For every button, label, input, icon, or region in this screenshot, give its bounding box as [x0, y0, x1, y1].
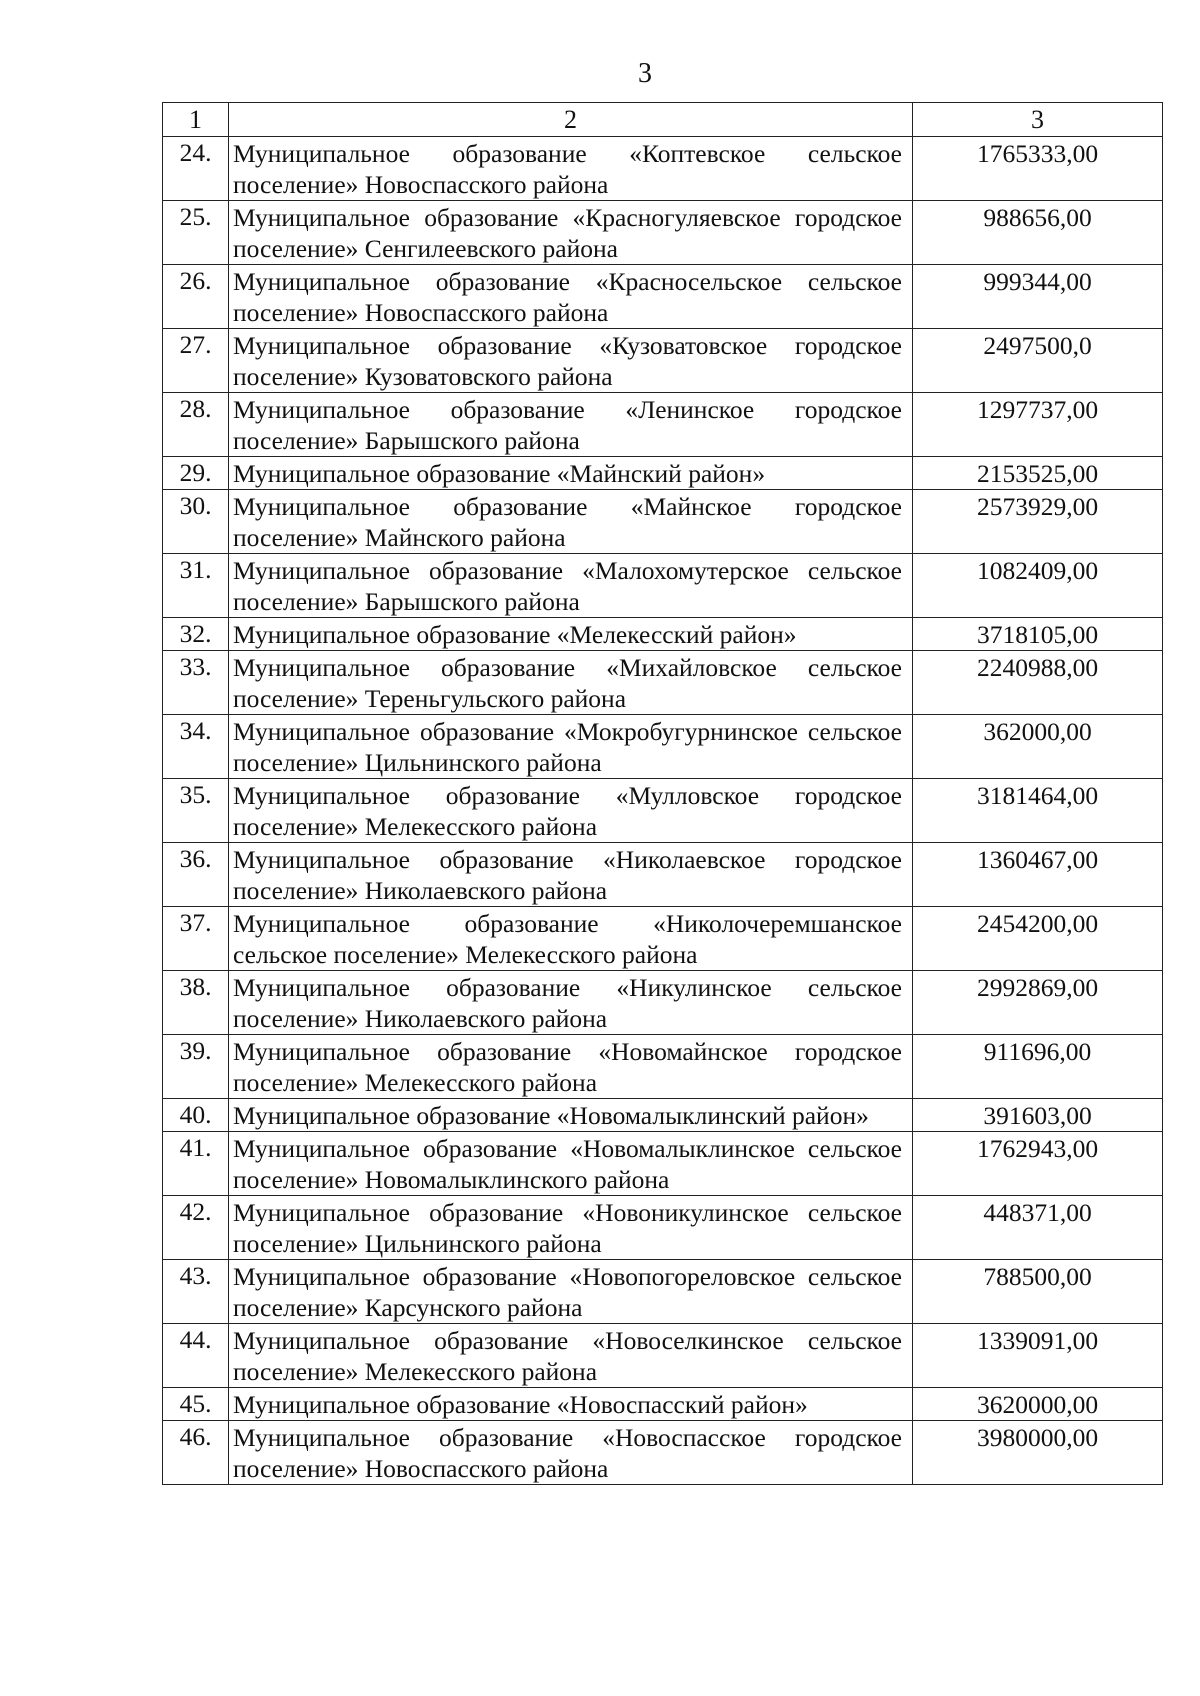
- row-number: 44.: [163, 1324, 229, 1388]
- municipality-name: Муниципальное образование «Новоспасское городское поселение» Новоспасского района: [229, 1421, 913, 1485]
- row-number: 24.: [163, 137, 229, 201]
- table-row: [163, 265, 1163, 329]
- row-number: 43.: [163, 1260, 229, 1324]
- column-header-name: 2: [229, 103, 913, 137]
- column-header-amount: 3: [913, 103, 1163, 137]
- amount: 2573929,00: [913, 490, 1163, 554]
- amount: 3980000,00: [913, 1421, 1163, 1485]
- amount: 2153525,00: [913, 457, 1163, 490]
- row-number: 36.: [163, 843, 229, 907]
- row-number: 30.: [163, 490, 229, 554]
- row-number: 39.: [163, 1035, 229, 1099]
- row-number: 40.: [163, 1099, 229, 1132]
- municipality-name: Муниципальное образование «Ленинское городское поселение» Барышского района: [229, 393, 913, 457]
- municipality-name: Муниципальное образование «Майнский район»: [229, 457, 913, 490]
- amount: 3620000,00: [913, 1388, 1163, 1421]
- row-number: 27.: [163, 329, 229, 393]
- table-row: [163, 1099, 1163, 1132]
- amount: 2240988,00: [913, 651, 1163, 715]
- table-row: [163, 1421, 1163, 1485]
- municipality-name: Муниципальное образование «Красносельское сельское поселение» Новоспасского района: [229, 265, 913, 329]
- column-header-number: 1: [163, 103, 229, 137]
- amount: 1765333,00: [913, 137, 1163, 201]
- amount: 1082409,00: [913, 554, 1163, 618]
- amount: 362000,00: [913, 715, 1163, 779]
- row-number: 35.: [163, 779, 229, 843]
- municipality-name: Муниципальное образование «Новомайнское городское поселение» Мелекесского района: [229, 1035, 913, 1099]
- row-number: 42.: [163, 1196, 229, 1260]
- amount: 911696,00: [913, 1035, 1163, 1099]
- row-number: 25.: [163, 201, 229, 265]
- table-row: [163, 201, 1163, 265]
- allocation-table: [162, 102, 1163, 1485]
- row-number: 46.: [163, 1421, 229, 1485]
- amount: 2454200,00: [913, 907, 1163, 971]
- table-row: [163, 554, 1163, 618]
- row-number: 38.: [163, 971, 229, 1035]
- row-number: 37.: [163, 907, 229, 971]
- municipality-name: Муниципальное образование «Мелекесский район»: [229, 618, 913, 651]
- table-row: [163, 490, 1163, 554]
- table-row: [163, 907, 1163, 971]
- table-row: [163, 329, 1163, 393]
- table-row: [163, 1388, 1163, 1421]
- municipality-name: Муниципальное образование «Новоникулинское сельское поселение» Цильнинского района: [229, 1196, 913, 1260]
- amount: 3718105,00: [913, 618, 1163, 651]
- row-number: 45.: [163, 1388, 229, 1421]
- municipality-name: Муниципальное образование «Кузоватовское городское поселение» Кузоватовского района: [229, 329, 913, 393]
- amount: 1339091,00: [913, 1324, 1163, 1388]
- municipality-name: Муниципальное образование «Мокробугурнинское сельское поселение» Цильнинского района: [229, 715, 913, 779]
- table-row: [163, 393, 1163, 457]
- amount: 391603,00: [913, 1099, 1163, 1132]
- table-row: [163, 1132, 1163, 1196]
- row-number: 32.: [163, 618, 229, 651]
- amount: 2992869,00: [913, 971, 1163, 1035]
- municipality-name: Муниципальное образование «Михайловское сельское поселение» Тереньгульского района: [229, 651, 913, 715]
- row-number: 41.: [163, 1132, 229, 1196]
- municipality-name: Муниципальное образование «Малохомутерское сельское поселение» Барышского района: [229, 554, 913, 618]
- row-number: 31.: [163, 554, 229, 618]
- amount: 988656,00: [913, 201, 1163, 265]
- amount: 448371,00: [913, 1196, 1163, 1260]
- amount: 788500,00: [913, 1260, 1163, 1324]
- table-row: [163, 1324, 1163, 1388]
- table-row: [163, 971, 1163, 1035]
- amount: 1297737,00: [913, 393, 1163, 457]
- page-number: 3: [638, 58, 652, 89]
- table-row: [163, 457, 1163, 490]
- amount: 1762943,00: [913, 1132, 1163, 1196]
- municipality-name: Муниципальное образование «Новоселкинское сельское поселение» Мелекесского района: [229, 1324, 913, 1388]
- municipality-name: Муниципальное образование «Никулинское сельское поселение» Николаевского района: [229, 971, 913, 1035]
- row-number: 29.: [163, 457, 229, 490]
- row-number: 28.: [163, 393, 229, 457]
- municipality-name: Муниципальное образование «Майнское городское поселение» Майнского района: [229, 490, 913, 554]
- header-row: [163, 103, 1163, 137]
- table-row: [163, 137, 1163, 201]
- row-number: 34.: [163, 715, 229, 779]
- table-header: [163, 103, 1163, 137]
- amount: 999344,00: [913, 265, 1163, 329]
- table-row: [163, 843, 1163, 907]
- table-row: [163, 618, 1163, 651]
- amount: 3181464,00: [913, 779, 1163, 843]
- municipality-name: Муниципальное образование «Новомалыклинское сельское поселение» Новомалыклинского района: [229, 1132, 913, 1196]
- municipality-name: Муниципальное образование «Новоспасский район»: [229, 1388, 913, 1421]
- municipality-name: Муниципальное образование «Новопогореловское сельское поселение» Карсунского района: [229, 1260, 913, 1324]
- table-row: [163, 779, 1163, 843]
- municipality-name: Муниципальное образование «Мулловское городское поселение» Мелекесского района: [229, 779, 913, 843]
- municipality-name: Муниципальное образование «Николаевское городское поселение» Николаевского района: [229, 843, 913, 907]
- amount: 1360467,00: [913, 843, 1163, 907]
- table-row: [163, 651, 1163, 715]
- municipality-name: Муниципальное образование «Николочеремшанское сельское поселение» Мелекесского района: [229, 907, 913, 971]
- table-row: [163, 1035, 1163, 1099]
- table-row: [163, 1260, 1163, 1324]
- row-number: 26.: [163, 265, 229, 329]
- municipality-name: Муниципальное образование «Красногуляевское городское поселение» Сенгилеевского района: [229, 201, 913, 265]
- municipality-name: Муниципальное образование «Новомалыклинский район»: [229, 1099, 913, 1132]
- municipality-name: Муниципальное образование «Коптевское сельское поселение» Новоспасского района: [229, 137, 913, 201]
- table-body: [163, 137, 1163, 1485]
- table-row: [163, 1196, 1163, 1260]
- row-number: 33.: [163, 651, 229, 715]
- amount: 2497500,0: [913, 329, 1163, 393]
- table-row: [163, 715, 1163, 779]
